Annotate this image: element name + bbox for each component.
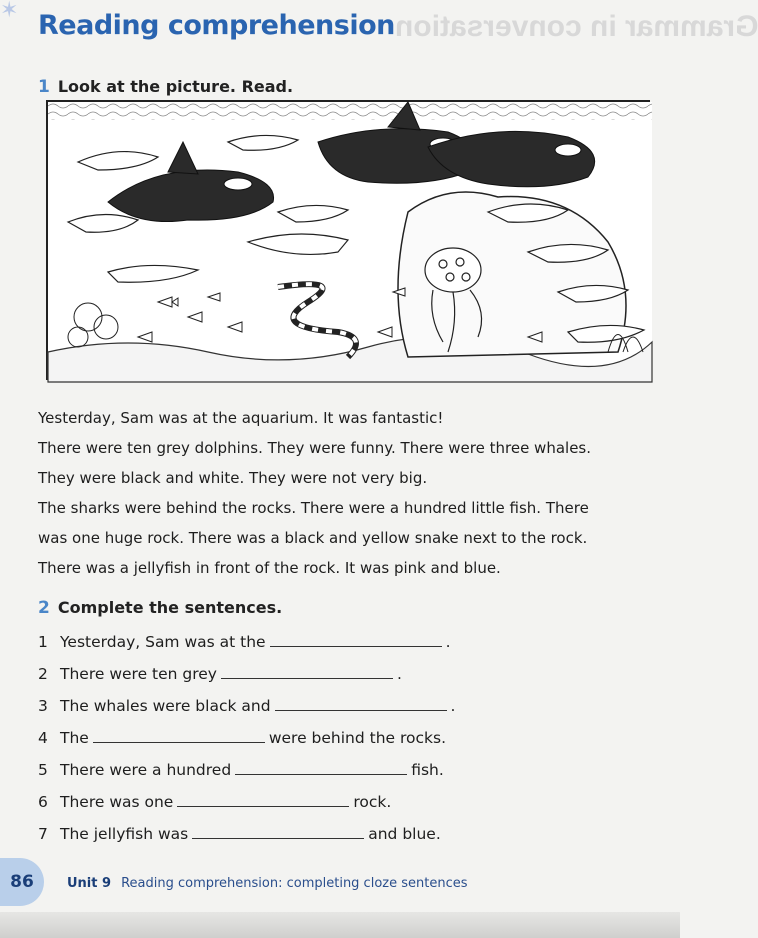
page-number-badge [0, 858, 44, 906]
passage-line: There was a jellyfish in front of the rock. It was pink and blue. [38, 559, 501, 577]
answer-blank[interactable] [221, 663, 393, 679]
cloze-item-6 [38, 791, 391, 821]
item-number: 2 [38, 665, 48, 683]
item-text-before: There were a hundred [60, 761, 232, 779]
aquarium-drawing [48, 102, 652, 382]
answer-blank[interactable] [192, 823, 364, 839]
answer-blank[interactable] [177, 791, 349, 807]
passage-line: They were black and white. They were not very big. [38, 469, 428, 487]
item-number: 3 [38, 697, 48, 715]
answer-blank[interactable] [275, 695, 447, 711]
page-number: 86 [10, 872, 34, 892]
footer-description: Reading comprehension: completing cloze sentences [121, 876, 468, 891]
item-text-after: . [450, 697, 456, 715]
item-text-before: There was one [60, 793, 174, 811]
item-text-before: Yesterday, Sam was at the [60, 633, 266, 651]
passage-line: There were ten grey dolphins. They were funny. There were three whales. [38, 439, 592, 457]
item-text-before: The jellyfish was [60, 825, 189, 843]
item-number: 5 [38, 761, 48, 779]
answer-blank[interactable] [235, 759, 407, 775]
item-number: 7 [38, 825, 48, 843]
item-text-after: and blue. [368, 825, 441, 843]
cloze-item-3 [38, 695, 455, 725]
section-2-instruction: Complete the sentences. [57, 598, 283, 617]
page-title: Reading comprehension [38, 10, 395, 41]
passage-line: The sharks were behind the rocks. There were a hundred little fish. There [38, 499, 589, 517]
item-text-after: rock. [353, 793, 392, 811]
item-text-after: were behind the rocks. [268, 729, 447, 747]
footer-unit: Unit 9 [67, 876, 112, 891]
page-edge-shadow [0, 912, 680, 938]
passage-line: Yesterday, Sam was at the aquarium. It was fantastic! [38, 409, 444, 427]
star-decoration-icon: ✶ [0, 0, 19, 23]
item-number: 1 [38, 633, 48, 651]
reading-passage [38, 403, 674, 583]
section-2-heading [38, 598, 282, 618]
item-number: 4 [38, 729, 48, 747]
cloze-item-4 [38, 727, 446, 757]
item-text-after: . [396, 665, 402, 683]
aquarium-illustration [46, 100, 650, 380]
cloze-item-2 [38, 663, 402, 693]
answer-blank[interactable] [270, 631, 442, 647]
item-text-after: fish. [411, 761, 444, 779]
item-text-before: There were ten grey [60, 665, 217, 683]
cloze-item-7 [38, 823, 441, 853]
bleed-through-title: Grammar in conversation [395, 10, 758, 43]
passage-line: was one huge rock. There was a black and yellow snake next to the rock. [38, 529, 588, 547]
footer-caption [67, 876, 468, 891]
cloze-item-1 [38, 631, 451, 661]
section-1-heading [38, 77, 293, 97]
cloze-item-5 [38, 759, 444, 789]
item-text-after: . [445, 633, 451, 651]
answer-blank[interactable] [93, 727, 265, 743]
section-1-number: 1 [38, 77, 50, 97]
item-number: 6 [38, 793, 48, 811]
section-2-number: 2 [38, 598, 50, 618]
section-1-instruction: Look at the picture. Read. [57, 77, 294, 96]
item-text-before: The [60, 729, 89, 747]
item-text-before: The whales were black and [60, 697, 271, 715]
